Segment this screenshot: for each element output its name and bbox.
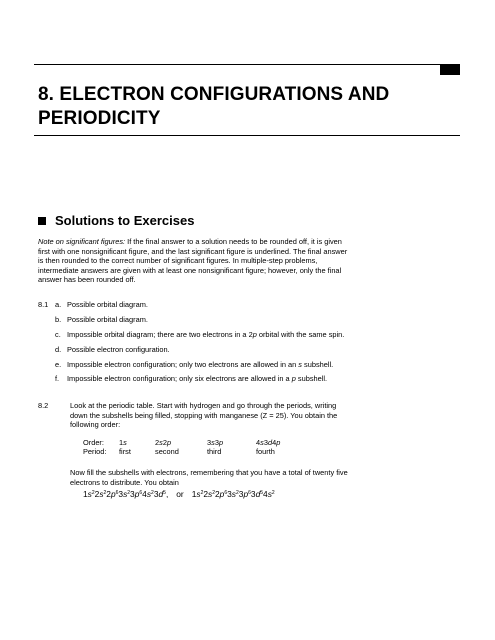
- order-cell: 4s3d4p: [256, 437, 281, 447]
- order-cell: 2s2p: [155, 437, 172, 447]
- subshell-order-table: [83, 438, 455, 457]
- note-line: first with one nonsignificant figure, and the last significant figure is underlined. The final answer: [38, 246, 348, 256]
- order-cell: 3s3p: [207, 437, 224, 447]
- exercise-8-1: [38, 300, 458, 390]
- exercise-8-2-body: [70, 401, 455, 500]
- section-heading-text: Solutions to Exercises: [55, 213, 195, 228]
- list-item: b. Possible orbital diagram.: [55, 314, 148, 324]
- chapter-title-line-2: PERIODICITY: [38, 108, 161, 129]
- exercise-8-1-items: [55, 300, 455, 389]
- chapter-title-line-1: 8. ELECTRON CONFIGURATIONS AND: [38, 84, 390, 105]
- list-item: c. Impossible orbital diagram; there are two electrons in a 2p orbital with the same spin.: [55, 329, 345, 339]
- chapter-title: [38, 83, 458, 131]
- list-item: d. Possible electron configuration.: [55, 344, 170, 354]
- top-rule: [34, 64, 460, 65]
- square-bullet-icon: [38, 217, 46, 225]
- note-line: intermediate answers are given with at least one nonsignificant figure; however, only the final: [38, 265, 342, 275]
- corner-tab: [440, 64, 460, 75]
- list-item: f. Impossible electron configuration; only six electrons are allowed in a p subshell.: [55, 374, 328, 384]
- note-label: Note on significant figures:: [38, 237, 126, 246]
- paragraph: Look at the periodic table. Start with hydrogen and go through the periods, writing down the subshells being filled, stopping with manganese (Z = 25). You obtain the following order:: [70, 401, 338, 430]
- electron-configuration: $1s^22s^22p^63s^23p^64s^23d^5$, or $1s^22s^22p^63s^23p^63d^54s^2$: [83, 489, 275, 500]
- list-item: a. Possible orbital diagram.: [55, 300, 148, 309]
- exercise-number: 8.2: [38, 401, 49, 410]
- list-item: e. Impossible electron configuration; only two electrons are allowed in an s subshell.: [55, 359, 334, 369]
- note-line: If the final answer to a solution needs to be rounded off, it is given: [125, 237, 342, 246]
- period-cell: fourth: [256, 447, 275, 457]
- section-heading: [38, 213, 194, 229]
- period-cell: second: [155, 447, 179, 457]
- period-cell: third: [207, 447, 222, 457]
- period-row: Period: first second third fourth: [83, 447, 455, 457]
- exercise-number: 8.1: [38, 300, 49, 309]
- note-line: is then rounded to the correct number of significant figures. In multiple-step problems,: [38, 256, 318, 266]
- significant-figures-note: [38, 237, 458, 285]
- note-line: answer has been rounded off.: [38, 275, 136, 285]
- period-cell: first: [119, 447, 131, 457]
- order-row: Order: 1s 2s2p 3s3p 4s3d4p: [83, 438, 455, 448]
- order-cell: 1s: [119, 437, 127, 447]
- exercise-8-2: [38, 401, 458, 601]
- title-rule: [34, 135, 460, 136]
- paragraph: Now fill the subshells with electrons, remembering that you have a total of twenty five electrons to distribute. You obtain: [70, 467, 348, 487]
